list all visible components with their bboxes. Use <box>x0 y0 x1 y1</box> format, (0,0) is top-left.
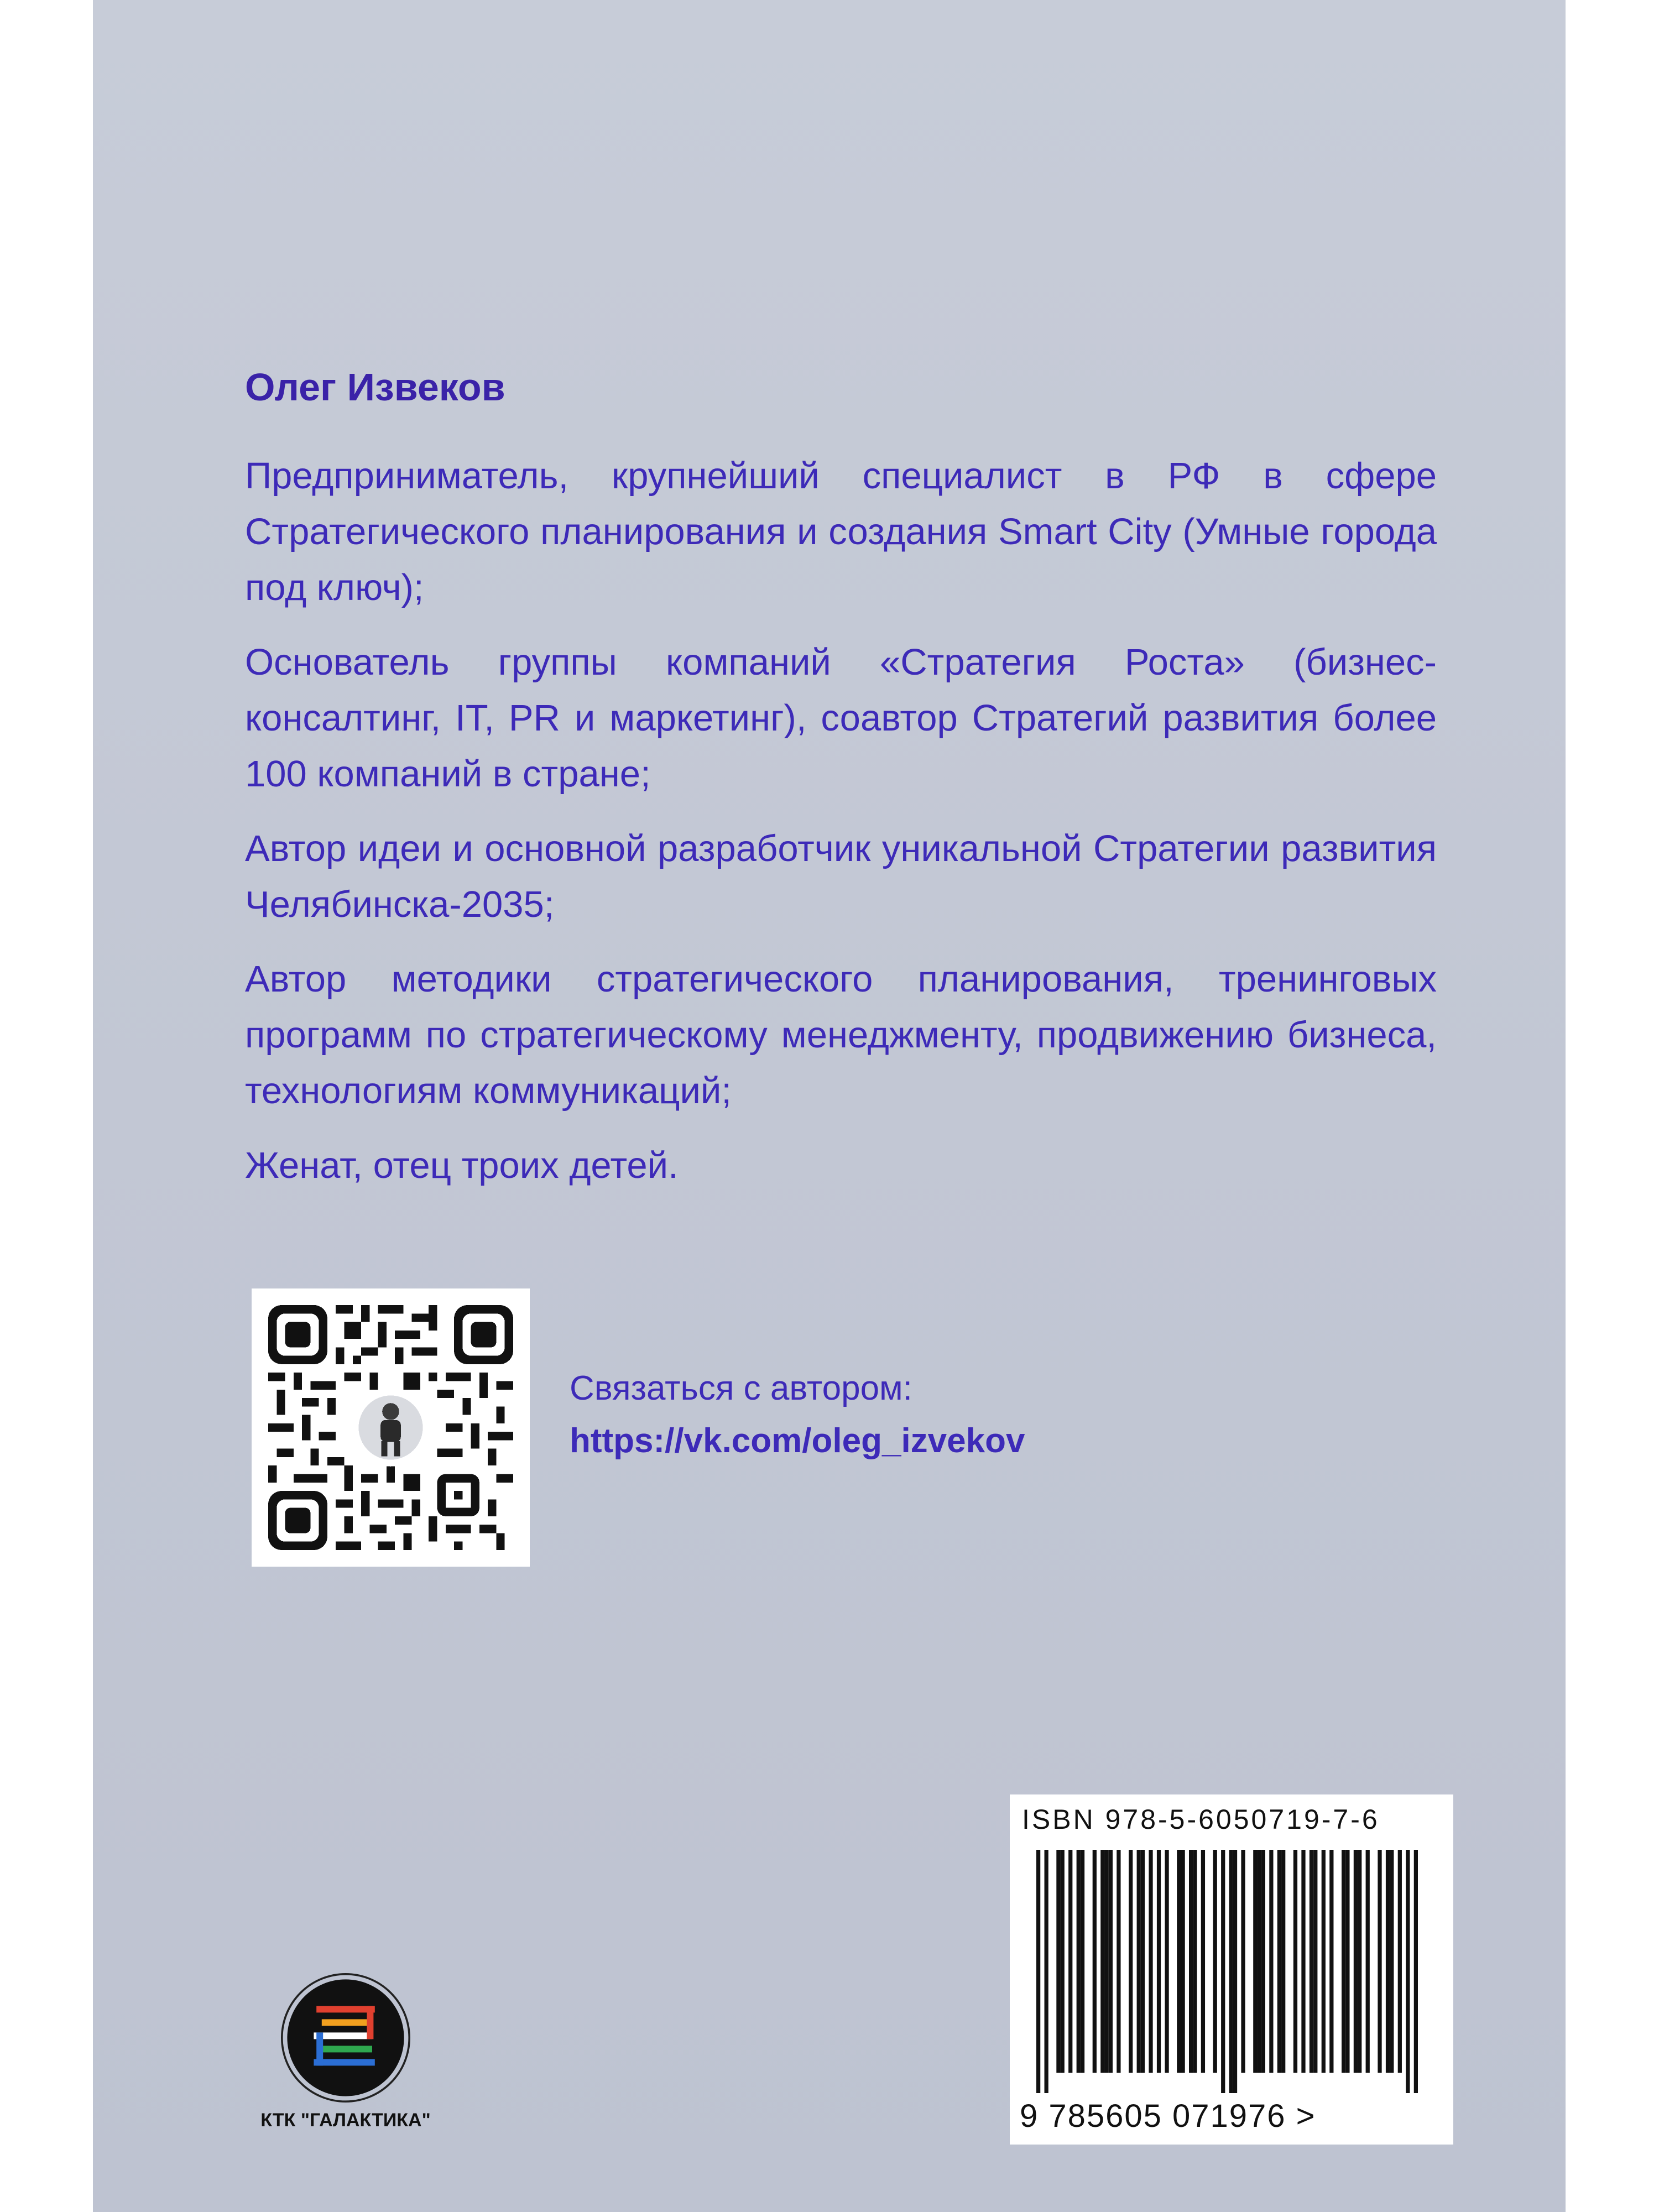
barcode-bar <box>1104 1850 1108 2073</box>
barcode-bar <box>1189 1850 1193 2073</box>
barcode-bar <box>1378 1850 1381 2073</box>
barcode-bar <box>1414 1850 1418 2093</box>
barcode-bar <box>1093 1850 1097 2073</box>
author-bio <box>245 448 1437 1212</box>
author-name: Олег Извеков <box>245 366 505 409</box>
barcode-bar <box>1045 1850 1048 2093</box>
barcode-bar <box>1061 1850 1065 2073</box>
bio-paragraph: Основатель группы компаний «Стратегия Роста» (бизнес-консалтинг, IT, PR и маркетинг), соавтор Стратегий развития более 100 компаний в стране; <box>245 641 1437 795</box>
barcode-bar <box>1342 1850 1345 2073</box>
barcode-bar <box>1201 1850 1205 2073</box>
barcode-bar <box>1229 1850 1233 2093</box>
barcode-bar <box>1269 1850 1273 2073</box>
barcode-bar <box>1253 1850 1257 2073</box>
barcode-bar <box>1345 1850 1349 2073</box>
barcode-bar <box>1177 1850 1181 2073</box>
barcode-bar <box>1293 1850 1297 2073</box>
barcode-bar <box>1056 1850 1060 2073</box>
bio-paragraph: Автор методики стратегического планирования, тренинговых программ по стратегическому менеджменту, продвижению бизнеса, технологиям коммуникаций; <box>245 958 1437 1112</box>
barcode-bar <box>1233 1850 1237 2093</box>
barcode-bar <box>1068 1850 1072 2073</box>
barcode-bar <box>1301 1850 1305 2073</box>
barcode-bar <box>1277 1850 1281 2073</box>
barcode-bar <box>1181 1850 1185 2073</box>
barcode-digits: 9 785605 071976 > <box>1020 2098 1316 2134</box>
qr-code[interactable] <box>252 1288 530 1567</box>
barcode-bar <box>1313 1850 1317 2073</box>
bio-paragraph: Женат, отец троих детей. <box>245 1145 679 1186</box>
barcode-icon <box>1036 1850 1418 2093</box>
publisher-logo-icon <box>279 1971 412 2104</box>
qr-code-icon <box>268 1305 513 1550</box>
barcode-bar <box>1100 1850 1104 2073</box>
bio-paragraph: Предприниматель, крупнейший специалист в РФ в сфере Стратегического планирования и создания Smart City (Умные города под ключ); <box>245 455 1437 608</box>
contact-link[interactable]: https://vk.com/oleg_izvekov <box>570 1422 1025 1460</box>
barcode-bar <box>1322 1850 1326 2073</box>
barcode-bar <box>1137 1850 1141 2073</box>
barcode-bar <box>1036 1850 1040 2093</box>
barcode-bar <box>1261 1850 1265 2073</box>
barcode-bar <box>1329 1850 1333 2073</box>
barcode-bar <box>1386 1850 1390 2073</box>
barcode-bar <box>1165 1850 1168 2073</box>
barcode-bar <box>1077 1850 1081 2073</box>
publisher-name: КТК "ГАЛАКТИКА" <box>260 2110 431 2131</box>
barcode-bar <box>1149 1850 1152 2073</box>
barcode-bar <box>1221 1850 1225 2093</box>
barcode-bar <box>1354 1850 1358 2073</box>
barcode-bar <box>1109 1850 1113 2073</box>
contact-label: Связаться с автором: <box>570 1369 912 1407</box>
barcode-bar <box>1241 1850 1245 2073</box>
barcode-bar <box>1257 1850 1261 2073</box>
barcode-bar <box>1157 1850 1161 2073</box>
barcode-bar <box>1366 1850 1370 2073</box>
barcode-bar <box>1213 1850 1217 2073</box>
isbn-label: ISBN 978-5-6050719-7-6 <box>1022 1804 1380 1835</box>
barcode-bar <box>1117 1850 1120 2073</box>
barcode-bar <box>1081 1850 1084 2073</box>
barcode-bar <box>1390 1850 1394 2073</box>
barcode-bar <box>1398 1850 1402 2073</box>
barcode-bar <box>1141 1850 1145 2073</box>
isbn-barcode-box <box>1010 1794 1453 2145</box>
barcode-bar <box>1281 1850 1285 2073</box>
barcode-bar <box>1129 1850 1133 2073</box>
barcode-bar <box>1193 1850 1197 2073</box>
bio-paragraph: Автор идеи и основной разработчик уникальной Стратегии развития Челябинска-2035; <box>245 828 1437 925</box>
barcode-bar <box>1406 1850 1410 2093</box>
barcode-bar <box>1358 1850 1361 2073</box>
barcode-bar <box>1310 1850 1313 2073</box>
